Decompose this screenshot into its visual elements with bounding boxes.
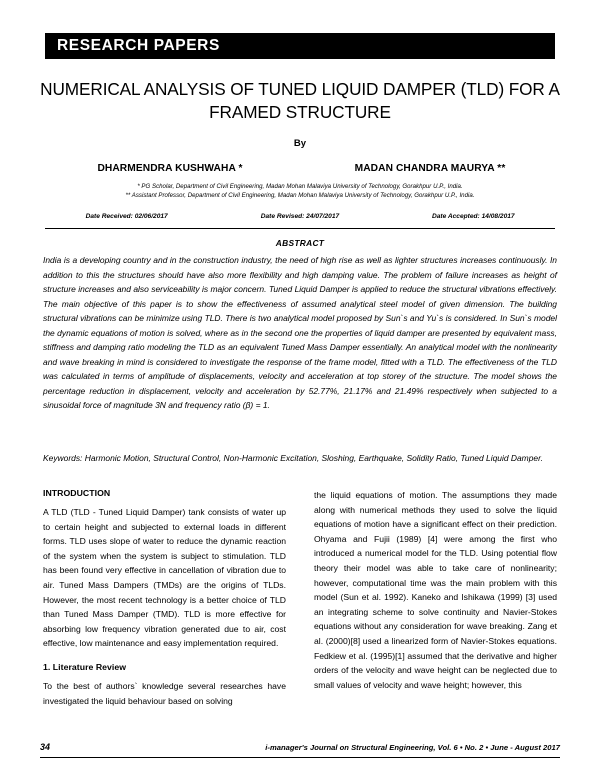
affiliation-second-author: ** Assistant Professor, Department of Civil Engineering, Madan Mohan Malaviya University of Technology, Gorakhpur U.P., India.	[125, 191, 475, 199]
keywords-label: Keywords:	[43, 453, 83, 463]
body-columns	[43, 488, 557, 708]
affiliation-first-author: * PG Scholar, Department of Civil Engineering, Madan Mohan Malaviya University of Technology, Gorakhpur U.P., India.	[137, 183, 463, 190]
research-papers-banner	[45, 33, 555, 59]
journal-citation: i-manager's Journal on Structural Engineering, Vol. 6 • No. 2 • June - August 2017	[265, 743, 560, 752]
paragraph-literature-review-continued: the liquid equations of motion. The assumptions they made along with numerical methods they used to solve the liquid equations of motion have a significant effect on their prediction. Ohyama and Fujii (1989) [4] were among the first who introduced a numerical model for the TLD. Using potential flow theory their model was able to take care of nonlinearity; however, computational time was the main problem with this model (Sun et al. 1992). Kaneko and Ishikawa (1999) [3] used an integrating scheme to solve continuity and Navier-Stokes equations without any consideration for wave breaking. Zang et al. (2000)[8] used a linearized form of Navier-Stokes equations. Fedkiew et al. (1995)[1] assumed that the derivative and higher orders of the velocity and wave height can be neglected due to small values of velocity and wave height; however, this	[314, 490, 557, 690]
keywords-values: Harmonic Motion, Structural Control, Non-Harmonic Excitation, Sloshing, Earthquake, Solidity Ratio, Tuned Liquid Damper.	[84, 453, 543, 463]
page-title: NUMERICAL ANALYSIS OF TUNED LIQUID DAMPER (TLD) FOR A FRAMED STRUCTURE	[40, 79, 560, 122]
header-divider	[45, 228, 555, 229]
by-label: By	[293, 138, 307, 149]
author-list	[40, 163, 560, 174]
page-number: 34	[40, 742, 51, 752]
left-column	[43, 488, 286, 708]
affiliation-block	[40, 183, 560, 200]
author-name-first: DHARMENDRA KUSHWAHA *	[97, 163, 243, 174]
keywords-line	[43, 451, 557, 465]
paragraph-introduction: A TLD (TLD - Tuned Liquid Damper) tank consists of water up to certain height and subjected to external loads in different forms. TLD uses slope of water to reduce the dynamic reaction of the system when the system is subject to stimulation. TLD has been found very effective in cancellation of vibration due to air. Tuned Mass Dampers (TMDs) are the origins of TLDs. However, the most recent technology is a better choice of TLD than Tuned Mass Damper (TMD). TLD is more effective for absorbing low frequency vibration generated due to air, cost effective, low maintenance and easy implementation required.	[43, 507, 286, 649]
banner-label: RESEARCH PAPERS	[57, 37, 220, 54]
abstract-heading: ABSTRACT	[275, 238, 325, 248]
section-heading-introduction: INTRODUCTION	[43, 488, 111, 498]
date-received: Date Received: 02/06/2017	[85, 213, 168, 220]
page-footer	[40, 742, 560, 752]
date-row	[40, 213, 560, 220]
abstract-text: India is a developing country and in the construction industry, the need of high rise as well as lighter structures increases continuously. In addition to this the structures should have also more flexibility and high damping value. The problem of failure increases as height of structure increases and also serviceability is major concern. Tuned Liquid Damper is applied to reduce the structural vibrations effectively. The main objective of this paper is to show the effectiveness of assumed analytical steel model of given dimension. The building structural vibrations can be minimize using TLD. There is two analytical model proposed by Sun`s and Yu`s is considered. In Sun`s model the dynamic equations of motion is solved, where as in the second one the properties of liquid damper are presented by equivalent mass, stiffness and damping ratio modeling the TLD as an equivalent Tuned Mass Damper essentially. An analytical model with the nonlinearity and wave breaking in mind is considered to investigate the response of the frame model, fitted with a TLD. The effectiveness of the TLD was calculated in terms of amplitude of displacements, velocity and acceleration at top storey of the structure. The model shows the percentage reduction in displacement, velocity and acceleration by 52.77%, 21.17% and 21.49% respectively when subjected to a sinusoidal force of magnitude 3N and frequency ratio (β) = 1.	[43, 255, 557, 411]
right-column	[314, 488, 557, 708]
section-heading-literature-review: 1. Literature Review	[43, 661, 127, 672]
paragraph-literature-review: To the best of authors` knowledge several researches have investigated the liquid behaviour based on solving	[43, 680, 286, 706]
date-accepted: Date Accepted: 14/08/2017	[431, 213, 515, 220]
date-revised: Date Revised: 24/07/2017	[260, 213, 340, 220]
footer-divider	[40, 757, 560, 758]
author-name-second: MADAN CHANDRA MAURYA **	[354, 163, 506, 174]
